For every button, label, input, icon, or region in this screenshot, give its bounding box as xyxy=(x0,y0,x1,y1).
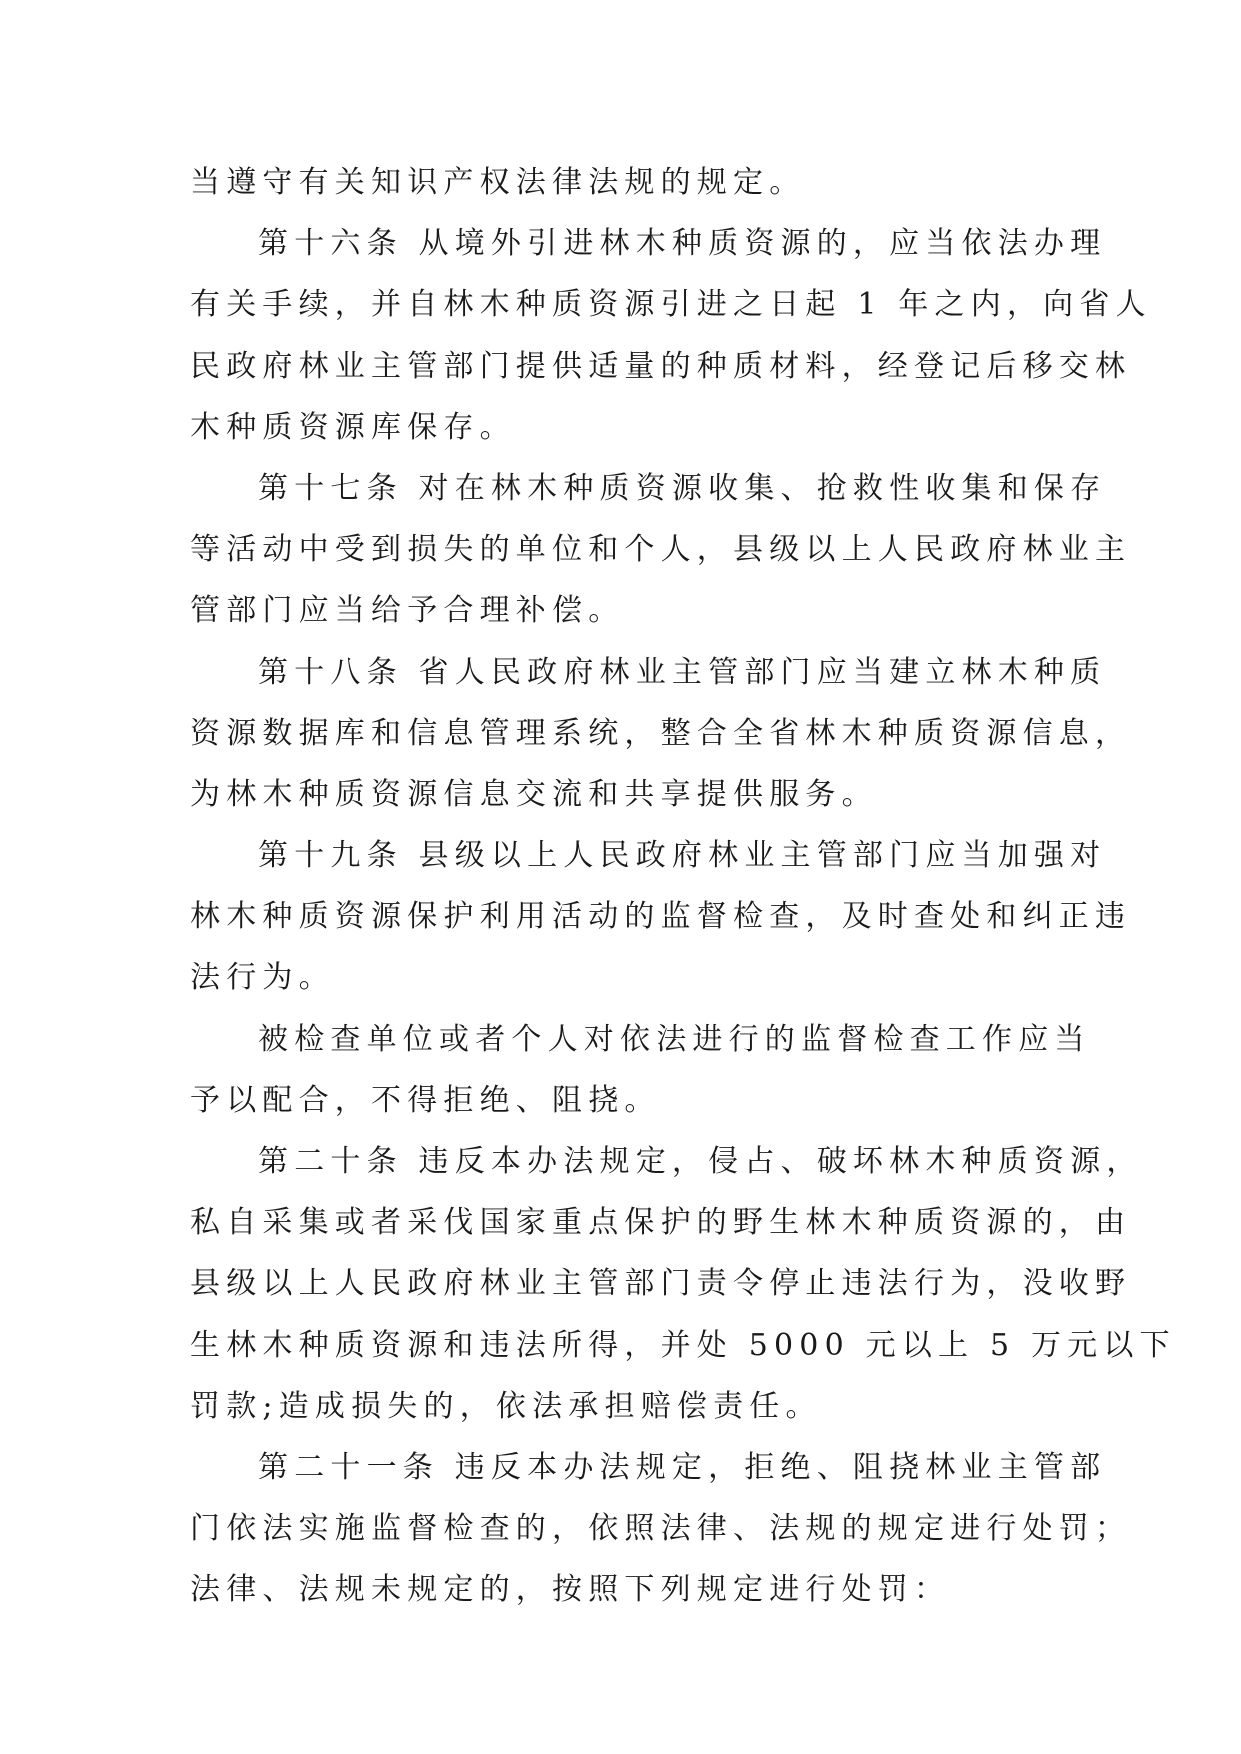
text-line: 法行为。 xyxy=(190,960,335,996)
article-18-start: 第十八条 省人民政府林业主管部门应当建立林木种质 xyxy=(258,654,1107,690)
text-line: 县级以上人民政府林业主管部门责令停止违法行为，没收野 xyxy=(190,1266,1132,1302)
text-line: 当遵守有关知识产权法律法规的规定。 xyxy=(190,165,806,200)
text-line: 门依法实施监督检查的，依照法律、法规的规定进行处罚； xyxy=(190,1511,1132,1547)
text-line: 予以配合，不得拒绝、阻挠。 xyxy=(190,1082,661,1118)
article-20-start: 第二十条 违反本办法规定，侵占、破坏林木种质资源， xyxy=(258,1144,1143,1179)
text-line: 罚款;造成损失的，依法承担赔偿责任。 xyxy=(190,1388,822,1424)
article-17-start: 第十七条 对在林木种质资源收集、抢救性收集和保存 xyxy=(258,470,1107,506)
text-line: 民政府林业主管部门提供适量的种质材料，经登记后移交林 xyxy=(190,348,1132,384)
text-line: 管部门应当给予合理补偿。 xyxy=(190,593,625,629)
article-19-start: 第十九条 县级以上人民政府林业主管部门应当加强对 xyxy=(258,838,1107,874)
text-line: 林木种质资源保护利用活动的监督检查，及时查处和纠正违 xyxy=(190,899,1132,935)
document-body xyxy=(190,152,1176,1621)
text-line: 私自采集或者采伐国家重点保护的野生林木种质资源的，由 xyxy=(190,1205,1132,1241)
text-line: 生林木种质资源和违法所得，并处 5000 元以上 5 万元以下 xyxy=(190,1327,1176,1363)
article-16-start: 第十六条 从境外引进林木种质资源的，应当依法办理 xyxy=(258,226,1107,262)
text-line: 法律、法规未规定的，按照下列规定进行处罚： xyxy=(190,1572,951,1608)
text-line: 等活动中受到损失的单位和个人，县级以上人民政府林业主 xyxy=(190,532,1132,568)
text-line: 木种质资源库保存。 xyxy=(190,409,516,445)
text-line: 为林木种质资源信息交流和共享提供服务。 xyxy=(190,776,878,812)
text-line: 资源数据库和信息管理系统，整合全省林木种质资源信息， xyxy=(190,715,1132,751)
text-line: 有关手续，并自林木种质资源引进之日起 1 年之内，向省人 xyxy=(190,287,1152,323)
paragraph-start: 被检查单位或者个人对依法进行的监督检查工作应当 xyxy=(258,1021,1091,1057)
article-21-start: 第二十一条 违反本办法规定，拒绝、阻挠林业主管部 xyxy=(258,1449,1107,1485)
